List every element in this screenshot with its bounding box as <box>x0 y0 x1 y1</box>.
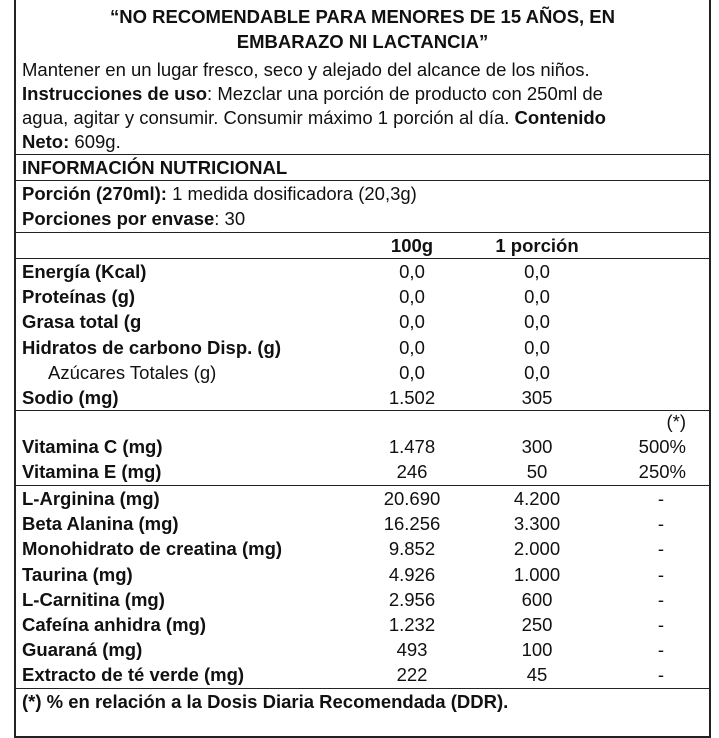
storage-text: Mantener en un lugar fresco, seco y alejado del alcance de los niños. <box>22 59 590 80</box>
nutrient-name: Azúcares Totales (g) <box>48 361 217 383</box>
portion-value: 1 medida dosificadora (20,3g) <box>166 183 417 204</box>
servings-line <box>22 207 245 231</box>
value-per-100g: 0,0 <box>399 261 425 282</box>
value-per-portion: 600 <box>521 588 553 610</box>
value-per-portion: 250 <box>521 614 553 635</box>
warning-line-1: “NO RECOMENDABLE PARA MENORES DE 15 AÑOS, EN <box>109 6 616 27</box>
value-per-portion: 300 <box>521 436 553 457</box>
divider <box>16 485 709 486</box>
value-per-100g: 0,0 <box>399 336 425 358</box>
nutrient-name: Vitamina C (mg) <box>22 436 163 457</box>
col-header-100g: 100g <box>390 235 434 256</box>
value-per-portion: 0,0 <box>524 261 550 282</box>
value-per-100g: 0,0 <box>399 311 425 333</box>
divider <box>16 154 709 155</box>
instructions-line-1 <box>22 82 603 106</box>
value-per-100g: 16.256 <box>383 513 441 535</box>
net-content-label: Contenido <box>514 107 606 128</box>
value-per-portion: 0,0 <box>524 336 550 358</box>
nutrient-name: Proteínas (g) <box>22 286 136 308</box>
value-per-portion: 2.000 <box>513 538 561 560</box>
net-content-value: 609g. <box>69 131 121 152</box>
instructions-text-2: agua, agitar y consumir. Consumir máximo 1 porción al día. <box>22 107 515 128</box>
nutrient-name: Sodio (mg) <box>22 387 119 408</box>
value-per-portion: 0,0 <box>524 286 550 308</box>
value-per-100g: 2.956 <box>388 588 436 610</box>
value-ddr-percent: - <box>657 538 665 560</box>
value-per-portion: 1.000 <box>513 563 561 585</box>
value-per-portion: 305 <box>521 387 553 408</box>
value-per-100g: 1.232 <box>388 614 436 635</box>
value-ddr-percent: - <box>657 639 665 661</box>
nutrient-name: Energía (Kcal) <box>22 261 147 282</box>
value-per-portion: 100 <box>521 639 553 661</box>
divider <box>16 410 709 411</box>
nutrient-name: L-Arginina (mg) <box>22 488 160 509</box>
nutrition-title: INFORMACIÓN NUTRICIONAL <box>22 157 288 178</box>
value-ddr-percent: - <box>657 664 665 686</box>
col-header-portion: 1 porción <box>495 235 579 256</box>
divider <box>16 180 709 181</box>
nutrient-name: Hidratos de carbono Disp. (g) <box>22 336 282 358</box>
value-ddr-percent: 500% <box>638 436 686 457</box>
nutrient-name: Beta Alanina (mg) <box>22 513 179 535</box>
divider <box>16 258 709 259</box>
divider <box>16 688 709 689</box>
instructions-line-3 <box>22 130 121 154</box>
value-per-portion: 0,0 <box>524 361 550 383</box>
instructions-label: Instrucciones de uso <box>22 83 208 104</box>
label-panel <box>14 0 711 738</box>
value-per-portion: 50 <box>526 461 548 482</box>
value-per-portion: 0,0 <box>524 311 550 333</box>
value-ddr-percent: - <box>657 588 665 610</box>
nutrient-name: Cafeína anhidra (mg) <box>22 614 206 635</box>
warning-line-2: EMBARAZO NI LACTANCIA” <box>236 31 489 52</box>
value-ddr-percent: - <box>657 563 665 585</box>
value-ddr-percent: 250% <box>638 461 686 482</box>
ddr-marker: (*) <box>666 411 686 432</box>
nutrient-name: Taurina (mg) <box>22 563 133 585</box>
value-per-portion: 3.300 <box>513 513 561 535</box>
nutrient-name: Extracto de té verde (mg) <box>22 664 245 686</box>
ddr-footnote: (*) % en relación a la Dosis Diaria Recomendada (DDR). <box>22 691 509 712</box>
value-ddr-percent: - <box>657 614 665 635</box>
divider <box>16 232 709 233</box>
value-per-100g: 493 <box>396 639 428 661</box>
value-per-portion: 4.200 <box>513 488 561 509</box>
servings-label: Porciones por envase <box>22 208 215 229</box>
portion-line <box>22 182 417 206</box>
nutrient-name: L-Carnitina (mg) <box>22 588 165 610</box>
portion-label: Porción (270ml): <box>22 183 167 204</box>
value-per-portion: 45 <box>526 664 548 686</box>
value-per-100g: 4.926 <box>388 563 436 585</box>
value-per-100g: 0,0 <box>399 286 425 308</box>
value-per-100g: 246 <box>396 461 428 482</box>
nutrient-name: Grasa total (g <box>22 311 142 333</box>
value-ddr-percent: - <box>657 488 665 509</box>
value-per-100g: 20.690 <box>383 488 441 509</box>
value-per-100g: 1.478 <box>388 436 436 457</box>
nutrient-name: Monohidrato de creatina (mg) <box>22 538 283 560</box>
value-per-100g: 222 <box>396 664 428 686</box>
value-per-100g: 9.852 <box>388 538 436 560</box>
instructions-text-1: : Mezclar una porción de producto con 250ml de <box>207 83 603 104</box>
nutrient-name: Guaraná (mg) <box>22 639 143 661</box>
net-content-label-2: Neto: <box>22 131 70 152</box>
servings-value: : 30 <box>214 208 246 229</box>
value-per-100g: 0,0 <box>399 361 425 383</box>
instructions-line-2 <box>22 106 606 130</box>
nutrient-name: Vitamina E (mg) <box>22 461 162 482</box>
value-ddr-percent: - <box>657 513 665 535</box>
value-per-100g: 1.502 <box>388 387 436 408</box>
